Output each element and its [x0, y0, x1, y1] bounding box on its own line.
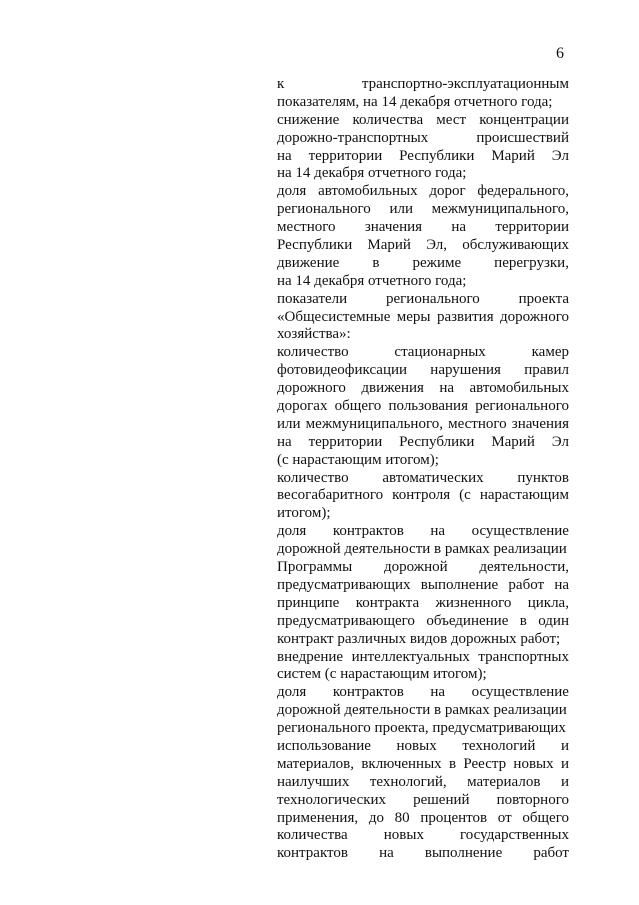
text-word: (с: [459, 487, 471, 504]
text-word: весогабаритного: [277, 487, 384, 504]
text-line: итогом);: [277, 505, 331, 522]
text-word: дорог: [429, 183, 466, 200]
text-word: Марий: [491, 147, 535, 164]
text-word: новых: [513, 755, 554, 772]
text-word: на: [451, 219, 467, 236]
text-word: в: [519, 612, 527, 629]
text-line: [277, 810, 569, 828]
page-number: 6: [556, 45, 564, 62]
text-line: [277, 362, 569, 380]
text-line: дорожной деятельности в рамках реализации: [277, 541, 567, 558]
text-word: автоматических: [382, 469, 484, 486]
text-word: территории: [308, 147, 383, 164]
text-line: [277, 792, 569, 810]
text-word: интеллектуальных: [351, 648, 470, 665]
text-line: [277, 559, 569, 577]
text-word: на: [379, 845, 394, 862]
text-word: дорожной: [383, 559, 448, 576]
text-line: [277, 344, 569, 362]
text-word: один: [538, 612, 569, 629]
text-word: или: [389, 201, 413, 218]
text-line: [277, 201, 569, 219]
text-line: на 14 декабря отчетного года;: [277, 165, 467, 182]
text-word: к: [277, 76, 285, 92]
text-word: показатели: [277, 290, 348, 307]
text-line: [277, 237, 569, 255]
text-word: дорожного: [500, 308, 569, 325]
text-word: меры: [396, 308, 431, 325]
text-word: принципе: [277, 594, 340, 611]
text-line: [277, 845, 569, 863]
text-word: Марий: [367, 237, 411, 254]
text-line: [277, 380, 569, 398]
text-line: дорожной деятельности в рамках реализации: [277, 702, 567, 719]
text-word: на: [554, 576, 569, 593]
text-word: дорогах: [277, 398, 328, 415]
text-word: местного: [448, 415, 507, 432]
text-word: развития: [436, 308, 494, 325]
text-word: или: [277, 415, 301, 432]
text-line: [277, 309, 569, 327]
text-word: происшествий: [476, 129, 569, 146]
text-line: (с нарастающим итогом);: [277, 451, 439, 468]
text-word: предусматривающих: [277, 576, 411, 593]
text-word: новых: [383, 827, 424, 844]
text-word: технологий,: [369, 773, 447, 790]
text-line: [277, 684, 569, 702]
text-word: использование: [277, 737, 371, 754]
text-word: повторного: [496, 791, 569, 808]
text-word: количества: [352, 111, 424, 128]
text-line: [277, 487, 569, 505]
text-word: движения: [361, 380, 424, 397]
text-word: обслуживающих: [462, 237, 569, 254]
text-line: регионального проекта, предусматривающих: [277, 720, 566, 737]
text-word: на: [439, 380, 455, 397]
text-word: на: [430, 684, 446, 701]
text-line: [277, 434, 569, 452]
text-word: количество: [277, 469, 349, 486]
text-line: [277, 183, 569, 201]
text-word: доля: [277, 523, 307, 540]
text-word: снижение: [277, 111, 340, 128]
text-word: Эл: [551, 433, 569, 450]
text-line: [277, 523, 569, 541]
text-word: фотовидеофиксации: [277, 362, 408, 379]
text-word: доля: [277, 684, 307, 701]
text-word: «Общесистемные: [277, 308, 391, 325]
text-word: 80: [394, 809, 410, 826]
text-word: выполнение: [424, 845, 503, 862]
text-word: осуществление: [471, 684, 569, 701]
text-word: новых: [396, 737, 437, 754]
text-word: стационарных: [394, 344, 486, 361]
text-word: территории: [308, 433, 383, 450]
text-word: нарастающим: [479, 487, 569, 504]
text-word: регионального: [475, 398, 569, 415]
text-word: наилучших: [277, 773, 350, 790]
text-word: контроля: [392, 487, 451, 504]
text-word: и: [560, 737, 569, 754]
text-word: на: [277, 433, 292, 450]
text-word: решений: [413, 791, 470, 808]
text-word: движение: [277, 254, 340, 271]
text-word: общего: [334, 398, 382, 415]
text-word: мест: [436, 111, 467, 128]
text-word: пунктов: [517, 469, 569, 486]
text-line: систем (с нарастающим итогом);: [277, 666, 487, 683]
text-word: в: [372, 254, 380, 271]
text-word: деятельности,: [479, 559, 569, 576]
text-word: предусматривающего: [277, 612, 415, 629]
text-word: работ: [533, 845, 569, 862]
text-word: межмуниципального,: [305, 415, 443, 432]
text-word: на: [430, 523, 446, 540]
text-line: [277, 470, 569, 488]
text-word: на: [277, 147, 292, 164]
text-word: и: [560, 773, 569, 790]
text-word: доля: [277, 183, 307, 200]
text-word: регионального: [386, 290, 480, 307]
text-word: включенных: [361, 755, 442, 772]
text-word: в: [448, 755, 457, 772]
text-word: транспортных: [478, 648, 569, 665]
text-word: дорожного: [277, 380, 346, 397]
text-line: [277, 774, 569, 792]
text-word: контрактов: [332, 684, 404, 701]
text-word: перегрузки,: [494, 254, 569, 271]
text-word: и: [560, 755, 569, 772]
text-word: камер: [531, 344, 569, 361]
text-word: государственных: [460, 827, 569, 844]
text-word: межмуниципального,: [431, 201, 569, 218]
text-word: работ: [508, 576, 545, 593]
text-line: [277, 398, 569, 416]
text-line: контракт различных видов дорожных работ;: [277, 630, 561, 647]
text-line: [277, 291, 569, 309]
text-line: показателям, на 14 декабря отчетного года;: [277, 93, 553, 110]
text-word: внедрение: [277, 648, 344, 665]
text-word: жизненного: [435, 594, 512, 611]
text-word: территории: [495, 219, 569, 236]
text-word: контрактов: [277, 845, 348, 862]
text-word: Программы: [277, 559, 353, 576]
text-word: количество: [277, 344, 349, 361]
text-word: Республики: [399, 433, 475, 450]
text-word: материалов: [467, 773, 541, 790]
text-line: [277, 219, 569, 237]
text-line: на 14 декабря отчетного года;: [277, 272, 467, 289]
text-word: объединение: [426, 612, 509, 629]
text-line: [277, 738, 569, 756]
text-line: [277, 130, 569, 148]
text-word: цикла,: [527, 594, 569, 611]
text-word: дорожно-транспортных: [277, 129, 429, 146]
text-word: транспортно-эксплуатационным: [361, 76, 569, 92]
text-line: [277, 148, 569, 166]
text-word: выполнение: [420, 576, 499, 593]
text-word: от: [497, 809, 512, 826]
text-word: автомобильных: [469, 380, 569, 397]
text-word: правил: [524, 362, 569, 379]
text-line: [277, 756, 569, 774]
text-word: концентрации: [479, 111, 569, 128]
text-word: контракта: [355, 594, 420, 611]
text-word: общего: [522, 809, 569, 826]
text-word: значения: [511, 415, 569, 432]
text-word: федерального,: [477, 183, 569, 200]
text-word: местного: [277, 219, 336, 236]
text-word: технологических: [277, 791, 387, 808]
text-word: Марий: [491, 433, 535, 450]
text-word: материалов,: [277, 755, 355, 772]
text-line: [277, 577, 569, 595]
text-line: [277, 649, 569, 667]
text-word: осуществление: [471, 523, 569, 540]
text-word: пользования: [388, 398, 468, 415]
text-word: количества: [277, 827, 348, 844]
text-word: Реестр: [463, 755, 507, 772]
text-line: хозяйства»:: [277, 326, 351, 343]
text-line: [277, 416, 569, 434]
text-word: контрактов: [332, 523, 404, 540]
text-word: регионального: [277, 201, 371, 218]
text-word: Эл: [551, 147, 569, 164]
text-word: до: [368, 809, 384, 826]
text-word: процентов: [420, 809, 488, 826]
text-word: проекта: [518, 290, 569, 307]
text-word: Республики: [277, 237, 353, 254]
text-line: [277, 827, 569, 845]
text-word: технологий: [462, 737, 536, 754]
text-word: применения,: [277, 809, 359, 826]
text-word: режиме: [412, 254, 462, 271]
body-text: [277, 76, 569, 863]
text-line: [277, 255, 569, 273]
text-word: Эл,: [426, 237, 448, 254]
text-line: [277, 76, 569, 94]
text-word: автомобильных: [318, 183, 418, 200]
text-line: [277, 595, 569, 613]
text-line: [277, 112, 569, 130]
text-line: [277, 613, 569, 631]
text-word: нарушения: [430, 362, 501, 379]
text-word: Республики: [399, 147, 475, 164]
text-word: значения: [364, 219, 423, 236]
